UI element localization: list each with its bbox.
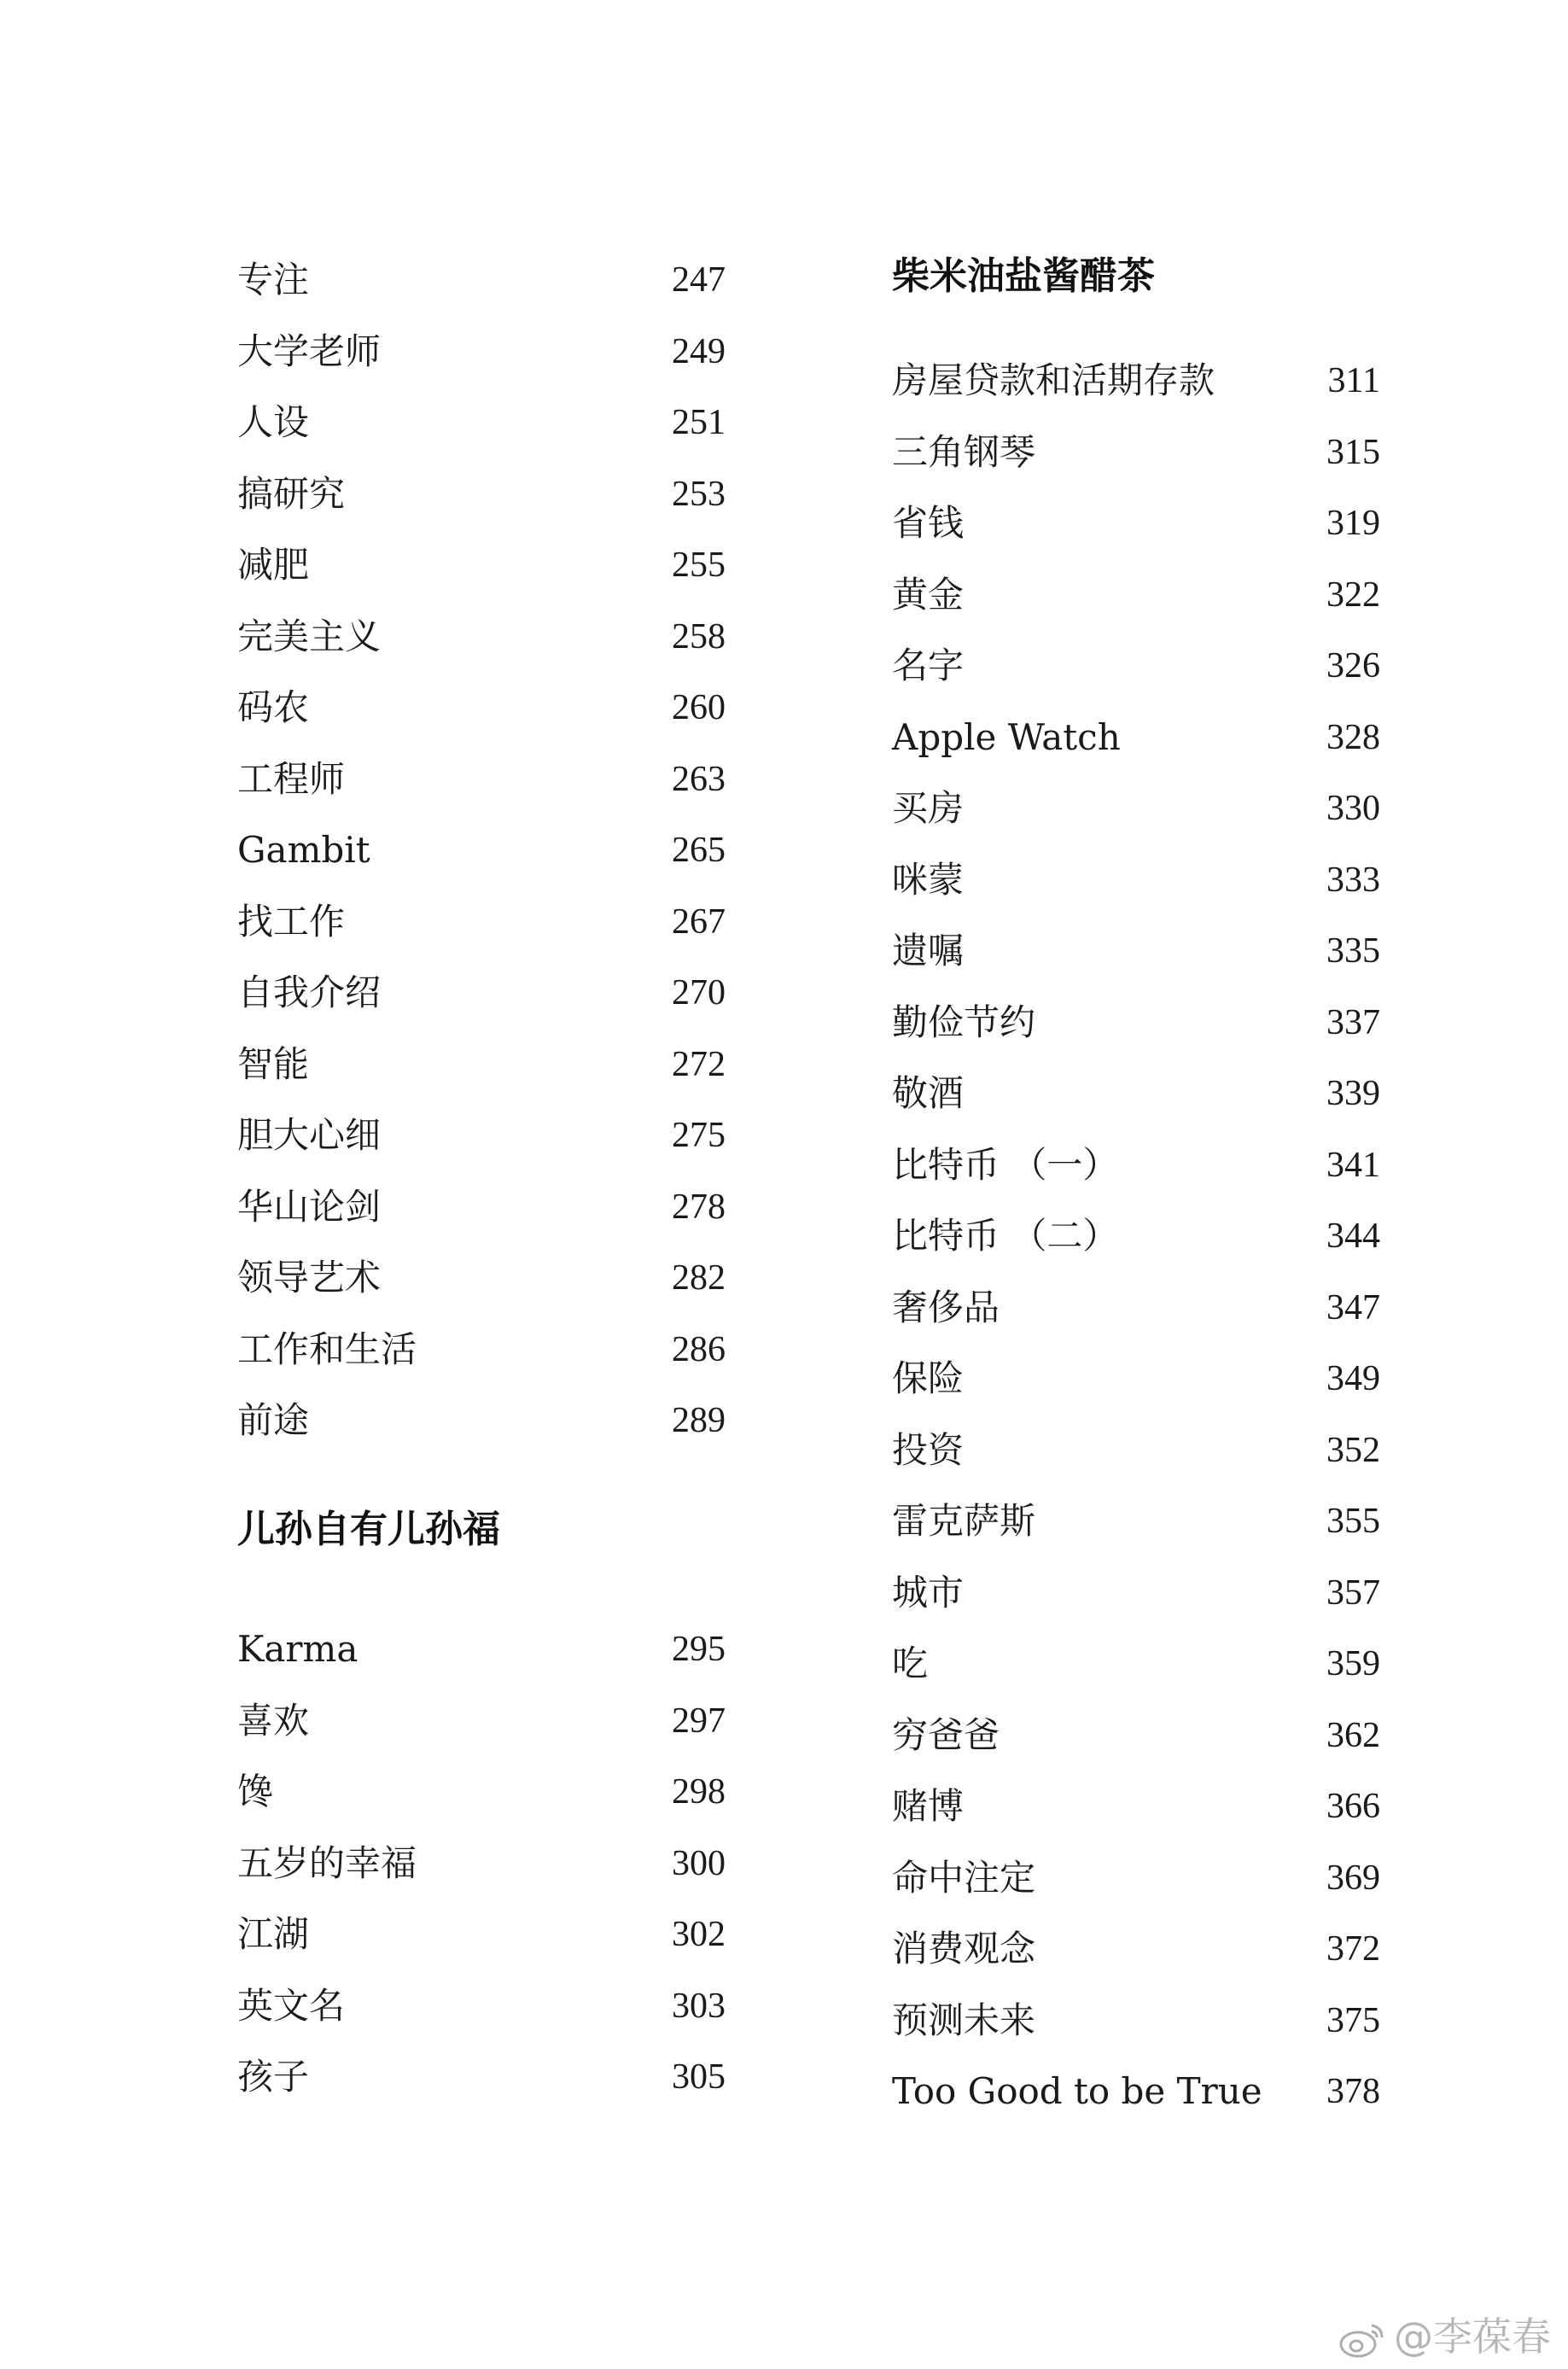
toc-entry-title: Gambit [237, 829, 370, 871]
toc-entry-title: 江湖 [237, 1913, 310, 1955]
toc-entry-title: Karma [237, 1628, 358, 1670]
toc-entry-page-number: 362 [1326, 1715, 1380, 1755]
toc-entry-title: 工程师 [237, 757, 346, 800]
toc-entry [892, 1211, 1380, 1262]
toc-entry-page-number: 352 [1326, 1430, 1380, 1470]
toc-entry-title: 奢侈品 [892, 1286, 1000, 1328]
toc-entry [237, 825, 726, 876]
toc-entry-title: 找工作 [237, 900, 346, 942]
toc-entry-page-number: 330 [1326, 789, 1380, 828]
toc-entry-page-number: 247 [672, 260, 726, 300]
toc-entry-title: Apple Watch [892, 715, 1121, 758]
toc-entry-page-number: 349 [1326, 1359, 1380, 1398]
toc-entry [237, 1110, 726, 1161]
toc-entry-page-number: 286 [672, 1329, 726, 1369]
toc-entry [892, 427, 1380, 478]
toc-entry [237, 1695, 726, 1747]
toc-entry [892, 640, 1380, 691]
toc-entry-title: 咪蒙 [892, 858, 965, 901]
toc-entry [892, 1282, 1380, 1333]
toc-entry-title: 消费观念 [892, 1928, 1036, 1969]
weibo-icon [1338, 2320, 1387, 2360]
toc-entry [892, 1140, 1380, 1191]
toc-entry-page-number: 270 [672, 973, 726, 1012]
toc-entry-page-number: 311 [1327, 361, 1380, 400]
toc-entry-title: 名字 [892, 645, 965, 686]
toc-entry-page-number: 378 [1326, 2072, 1380, 2111]
toc-entry-title: 孩子 [237, 2056, 310, 2098]
toc-entry [237, 2051, 726, 2103]
toc-entry-page-number: 267 [672, 902, 726, 942]
toc-entry-title: 华山论剑 [237, 1185, 382, 1228]
toc-entry [237, 1624, 726, 1675]
toc-entry-title: 英文名 [237, 1984, 346, 2027]
toc-entry-page-number: 335 [1326, 931, 1380, 971]
toc-entry [892, 1567, 1380, 1619]
toc-entry-title: Too Good to be True [892, 2070, 1262, 2112]
toc-entry-page-number: 369 [1326, 1858, 1380, 1898]
toc-entry [237, 1252, 726, 1304]
toc-entry-title: 投资 [892, 1428, 965, 1471]
toc-entry [892, 997, 1380, 1048]
toc-entry [892, 925, 1380, 977]
toc-entry [237, 1182, 726, 1233]
toc-entry-title: 喜欢 [237, 1699, 310, 1742]
toc-entry-page-number: 339 [1326, 1074, 1380, 1113]
toc-entry [892, 783, 1380, 834]
toc-entry [237, 1395, 726, 1446]
toc-entry-title: 三角钢琴 [892, 430, 1036, 473]
toc-entry-page-number: 289 [672, 1401, 726, 1440]
toc-entry-page-number: 295 [672, 1630, 726, 1669]
toc-entry-title: 雷克萨斯 [892, 1500, 1036, 1542]
toc-entry-title: 人设 [237, 401, 310, 443]
toc-entry [892, 1923, 1380, 1975]
toc-entry [237, 1838, 726, 1889]
section-heading: 儿孙自有儿孙福 [237, 1508, 500, 1551]
toc-entry-page-number: 303 [672, 1986, 726, 2026]
toc-entry-title: 减肥 [237, 544, 310, 586]
toc-entry-page-number: 298 [672, 1772, 726, 1812]
toc-entry-title: 省钱 [892, 502, 965, 544]
toc-entry-page-number: 282 [672, 1258, 726, 1298]
toc-entry-title: 预测未来 [892, 1998, 1036, 2041]
toc-entry-page-number: 372 [1326, 1929, 1380, 1969]
toc-entry-title: 买房 [892, 787, 965, 829]
toc-entry [237, 540, 726, 591]
toc-entry [892, 1710, 1380, 1761]
toc-entry-title: 完美主义 [237, 615, 382, 657]
toc-entry-page-number: 355 [1326, 1502, 1380, 1541]
toc-entry [892, 498, 1380, 549]
toc-entry [892, 712, 1380, 763]
toc-entry-title: 智能 [237, 1042, 310, 1085]
toc-entry-page-number: 302 [672, 1915, 726, 1954]
toc-entry [237, 397, 726, 448]
toc-entry-title: 比特币 （一） [892, 1143, 1119, 1186]
toc-entry [237, 896, 726, 948]
toc-entry [237, 682, 726, 733]
toc-entry [237, 967, 726, 1018]
toc-entry-title: 专注 [237, 259, 310, 301]
toc-entry-page-number: 357 [1326, 1573, 1380, 1613]
toc-entry-page-number: 315 [1326, 432, 1380, 472]
toc-entry [237, 326, 726, 377]
toc-entry-page-number: 328 [1326, 717, 1380, 757]
toc-entry-title: 吃 [892, 1643, 929, 1684]
toc-entry-page-number: 344 [1326, 1217, 1380, 1256]
toc-entry [237, 469, 726, 520]
toc-entry-page-number: 275 [672, 1116, 726, 1155]
toc-entry-page-number: 333 [1326, 860, 1380, 900]
toc-entry [892, 855, 1380, 906]
toc-entry-title: 黄金 [892, 573, 965, 616]
toc-entry [892, 355, 1380, 406]
toc-entry [892, 1425, 1380, 1476]
toc-entry-title: 穷爸爸 [892, 1713, 1000, 1756]
toc-entry [892, 1353, 1380, 1404]
toc-entry [892, 1496, 1380, 1547]
toc-entry-title: 保险 [892, 1357, 965, 1399]
toc-entry-page-number: 251 [672, 403, 726, 442]
toc-entry-title: 搞研究 [237, 472, 346, 515]
toc-entry-page-number: 322 [1326, 575, 1380, 615]
section-heading: 柴米油盐酱醋茶 [892, 254, 1155, 298]
toc-entry [892, 1781, 1380, 1832]
toc-entry [892, 2066, 1380, 2117]
toc-entry-page-number: 263 [672, 759, 726, 799]
toc-entry-page-number: 326 [1326, 646, 1380, 686]
toc-entry-page-number: 300 [672, 1843, 726, 1883]
toc-entry [237, 1039, 726, 1090]
toc-entry-page-number: 265 [672, 831, 726, 870]
toc-entry-title: 城市 [892, 1571, 965, 1613]
toc-entry-title: 比特币 （二） [892, 1215, 1119, 1257]
toc-entry-page-number: 375 [1326, 2000, 1380, 2040]
toc-entry-title: 敬酒 [892, 1072, 965, 1114]
toc-entry-title: 码农 [237, 686, 310, 728]
toc-entry-page-number: 297 [672, 1701, 726, 1741]
toc-entry-title: 房屋贷款和活期存款 [892, 359, 1215, 401]
watermark-text: @李葆春 [1394, 2314, 1551, 2360]
toc-entry-title: 大学老师 [237, 330, 382, 372]
weibo-watermark [1338, 2311, 1551, 2362]
toc-entry-title: 胆大心细 [237, 1114, 382, 1156]
toc-entry [237, 254, 726, 306]
toc-entry [892, 1995, 1380, 2046]
toc-entry-title: 赌博 [892, 1785, 965, 1827]
toc-entry-title: 勤俭节约 [892, 1001, 1036, 1043]
toc-entry [237, 1981, 726, 2032]
toc-entry-title: 馋 [237, 1771, 274, 1812]
toc-entry-title: 前途 [237, 1399, 310, 1441]
toc-entry-page-number: 253 [672, 474, 726, 514]
toc-entry-title: 遗嘱 [892, 930, 965, 972]
toc-entry-title: 命中注定 [892, 1856, 1036, 1899]
toc-entry [237, 1909, 726, 1960]
toc-entry [892, 569, 1380, 621]
toc-entry-page-number: 305 [672, 2057, 726, 2097]
toc-entry-page-number: 255 [672, 546, 726, 585]
toc-entry [237, 1324, 726, 1375]
toc-entry [237, 1766, 726, 1818]
toc-entry-page-number: 258 [672, 616, 726, 656]
toc-entry-title: 自我介绍 [237, 972, 382, 1013]
toc-entry-page-number: 272 [672, 1044, 726, 1084]
toc-entry-page-number: 278 [672, 1187, 726, 1227]
toc-entry-page-number: 319 [1326, 504, 1380, 543]
toc-entry [892, 1068, 1380, 1119]
toc-entry [892, 1638, 1380, 1689]
toc-entry-page-number: 260 [672, 688, 726, 727]
toc-entry-page-number: 341 [1326, 1145, 1380, 1185]
toc-entry-title: 工作和生活 [237, 1327, 417, 1370]
toc-entry-page-number: 347 [1326, 1287, 1380, 1327]
toc-entry-title: 五岁的幸福 [237, 1841, 417, 1884]
toc-entry [892, 1853, 1380, 1904]
toc-entry-page-number: 337 [1326, 1002, 1380, 1042]
toc-entry-title: 领导艺术 [237, 1257, 382, 1298]
toc-entry-page-number: 249 [672, 331, 726, 371]
toc-entry-page-number: 359 [1326, 1644, 1380, 1683]
toc-entry [237, 754, 726, 805]
toc-entry-page-number: 366 [1326, 1787, 1380, 1826]
toc-entry [237, 611, 726, 662]
